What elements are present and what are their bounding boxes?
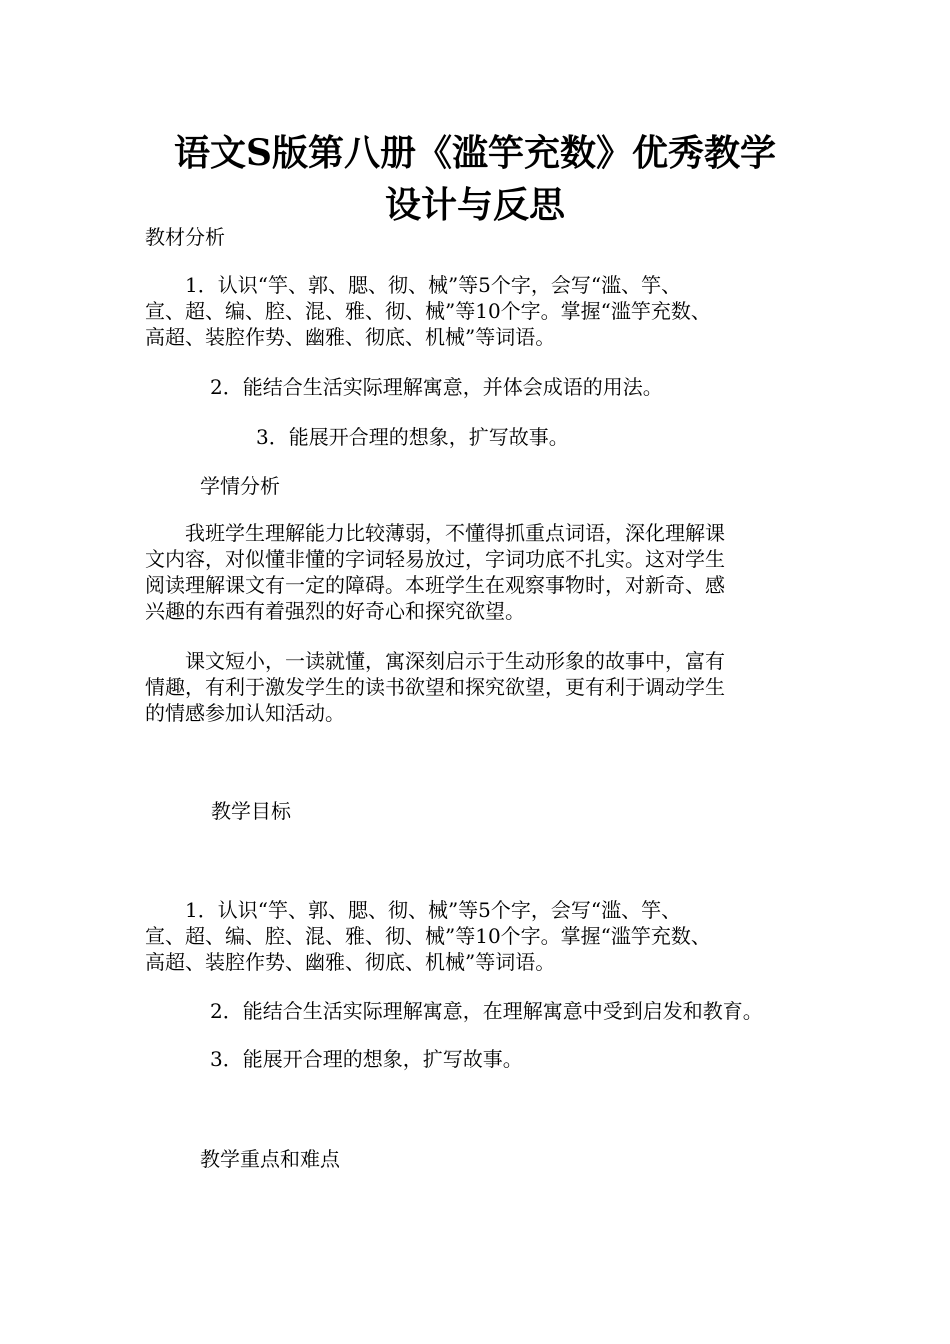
title-line-2: 设计与反思: [384, 184, 565, 226]
material-item-1-line: 高超、装腔作势、幽雅、彻底、机械”等词语。: [145, 325, 556, 349]
goals-item-2: 2．能结合生活实际理解寓意，在理解寓意中受到启发和教育。: [210, 999, 763, 1023]
student-paragraph-1-line: 兴趣的东西有着强烈的好奇心和探究欲望。: [145, 599, 525, 623]
material-item-1: [145, 272, 815, 350]
material-item-1-line: 宣、超、编、腔、混、雅、彻、械”等10个字。掌握“滥竽充数、: [145, 299, 711, 323]
material-item-3: 3．能展开合理的想象，扩写故事。: [256, 425, 569, 449]
student-paragraph-2-line: 课文短小，一读就懂，寓深刻启示于生动形象的故事中，富有: [145, 649, 725, 673]
section-heading-material: 教材分析: [145, 225, 225, 249]
student-paragraph-1-line: 我班学生理解能力比较薄弱，不懂得抓重点词语，深化理解课: [145, 521, 725, 545]
goals-item-3: 3．能展开合理的想象，扩写故事。: [210, 1047, 523, 1071]
section-heading-keypoints: 教学重点和难点: [200, 1147, 340, 1171]
material-item-2: 2．能结合生活实际理解寓意，并体会成语的用法。: [210, 375, 663, 399]
student-paragraph-2-line: 的情感参加认知活动。: [145, 701, 345, 725]
goals-item-1: [145, 897, 815, 975]
section-heading-goals: 教学目标: [211, 799, 291, 823]
goals-item-1-line: 高超、装腔作势、幽雅、彻底、机械”等词语。: [145, 950, 556, 974]
section-heading-student: 学情分析: [200, 474, 280, 498]
document-title: [140, 127, 810, 231]
goals-item-1-line: 宣、超、编、腔、混、雅、彻、械”等10个字。掌握“滥竽充数、: [145, 924, 711, 948]
student-paragraph-2-line: 情趣，有利于激发学生的读书欲望和探究欲望，更有利于调动学生: [145, 675, 725, 699]
title-line-1: 语文S版第八册《滥竽充数》优秀教学: [174, 132, 776, 174]
goals-item-1-line: 1．认识“竽、郭、腮、彻、械”等5个字，会写“滥、竽、: [145, 898, 682, 922]
student-paragraph-1-line: 阅读理解课文有一定的障碍。本班学生在观察事物时，对新奇、感: [145, 573, 725, 597]
student-paragraph-1: [145, 520, 815, 624]
material-item-1-line: 1．认识“竽、郭、腮、彻、械”等5个字，会写“滥、竽、: [145, 273, 682, 297]
student-paragraph-2: [145, 648, 815, 726]
student-paragraph-1-line: 文内容，对似懂非懂的字词轻易放过，字词功底不扎实。这对学生: [145, 547, 725, 571]
